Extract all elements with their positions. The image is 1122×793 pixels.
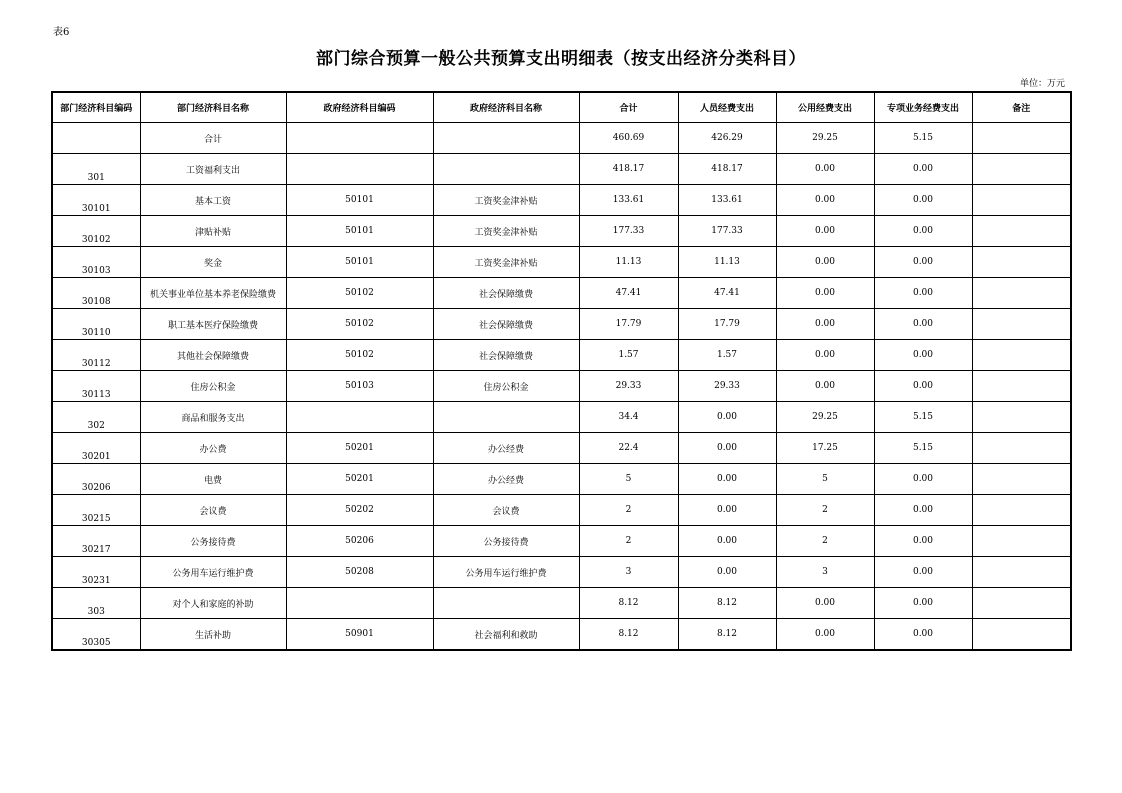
document-title: 部门综合预算一般公共预算支出明细表（按支出经济分类科目）: [316, 49, 806, 69]
personnel-cell: 0.00: [678, 402, 776, 433]
table-row: [52, 278, 1071, 309]
special-cell: 0.00: [874, 340, 972, 371]
special-cell: 5.15: [874, 433, 972, 464]
personnel-cell: 0.00: [678, 433, 776, 464]
dept-name-cell: 电费: [140, 464, 286, 495]
gov-name-cell: 社会保障缴费: [433, 309, 579, 340]
table-row: [52, 402, 1071, 433]
gov-code-cell: [286, 154, 433, 185]
gov-code-header: 政府经济科目编码: [286, 92, 433, 123]
total-cell: 11.13: [579, 247, 678, 278]
remarks-cell: [972, 309, 1071, 340]
table-row: [52, 309, 1071, 340]
table-header-row: [52, 92, 1071, 123]
remarks-cell: [972, 557, 1071, 588]
table-row: [52, 433, 1071, 464]
remarks-header: 备注: [972, 92, 1071, 123]
gov-name-cell: 会议费: [433, 495, 579, 526]
gov-code-cell: 50102: [286, 309, 433, 340]
remarks-cell: [972, 216, 1071, 247]
total-cell: 8.12: [579, 619, 678, 651]
gov-name-cell: 办公经费: [433, 464, 579, 495]
special-cell: 0.00: [874, 526, 972, 557]
remarks-cell: [972, 526, 1071, 557]
remarks-cell: [972, 185, 1071, 216]
table-row: [52, 495, 1071, 526]
personnel-cell: 0.00: [678, 495, 776, 526]
public-cell: 29.25: [776, 123, 874, 154]
gov-code-cell: [286, 402, 433, 433]
public-cell: 29.25: [776, 402, 874, 433]
total-cell: 8.12: [579, 588, 678, 619]
dept-code-cell: 30231: [52, 557, 140, 588]
dept-name-cell: 机关事业单位基本养老保险缴费: [140, 278, 286, 309]
dept-code-cell: 30201: [52, 433, 140, 464]
total-cell: 2: [579, 495, 678, 526]
personnel-cell: 418.17: [678, 154, 776, 185]
special-cell: 0.00: [874, 154, 972, 185]
remarks-cell: [972, 402, 1071, 433]
gov-name-cell: 工资奖金津补贴: [433, 247, 579, 278]
public-cell: 17.25: [776, 433, 874, 464]
special-cell: 0.00: [874, 557, 972, 588]
special-cell: 0.00: [874, 185, 972, 216]
dept-code-header: 部门经济科目编码: [52, 92, 140, 123]
public-cell: 2: [776, 526, 874, 557]
special-header: 专项业务经费支出: [874, 92, 972, 123]
table-row: [52, 216, 1071, 247]
special-cell: 0.00: [874, 247, 972, 278]
public-cell: 0.00: [776, 216, 874, 247]
gov-name-cell: 住房公积金: [433, 371, 579, 402]
special-cell: 0.00: [874, 216, 972, 247]
public-cell: 5: [776, 464, 874, 495]
gov-name-cell: [433, 588, 579, 619]
remarks-cell: [972, 495, 1071, 526]
dept-code-cell: 302: [52, 402, 140, 433]
public-cell: 0.00: [776, 340, 874, 371]
gov-code-cell: 50206: [286, 526, 433, 557]
dept-name-cell: 住房公积金: [140, 371, 286, 402]
total-cell: 34.4: [579, 402, 678, 433]
public-cell: 0.00: [776, 619, 874, 651]
gov-code-cell: 50102: [286, 340, 433, 371]
personnel-header: 人员经费支出: [678, 92, 776, 123]
total-cell: 133.61: [579, 185, 678, 216]
budget-detail-table: [51, 91, 1072, 651]
table-row: [52, 371, 1071, 402]
special-cell: 0.00: [874, 495, 972, 526]
public-cell: 0.00: [776, 247, 874, 278]
gov-code-cell: 50201: [286, 433, 433, 464]
total-cell: 47.41: [579, 278, 678, 309]
total-cell: 1.57: [579, 340, 678, 371]
dept-name-cell: 职工基本医疗保险缴费: [140, 309, 286, 340]
dept-name-cell: 基本工资: [140, 185, 286, 216]
gov-name-cell: 公务接待费: [433, 526, 579, 557]
table-row: [52, 464, 1071, 495]
special-cell: 5.15: [874, 123, 972, 154]
dept-name-cell: 奖金: [140, 247, 286, 278]
dept-name-cell: 办公费: [140, 433, 286, 464]
public-cell: 0.00: [776, 278, 874, 309]
special-cell: 0.00: [874, 619, 972, 651]
dept-code-cell: 30102: [52, 216, 140, 247]
table-row: [52, 619, 1071, 651]
personnel-cell: 0.00: [678, 526, 776, 557]
gov-name-header: 政府经济科目名称: [433, 92, 579, 123]
dept-name-cell: 公务接待费: [140, 526, 286, 557]
special-cell: 0.00: [874, 588, 972, 619]
personnel-cell: 0.00: [678, 557, 776, 588]
gov-code-cell: [286, 588, 433, 619]
total-cell: 418.17: [579, 154, 678, 185]
gov-code-cell: 50202: [286, 495, 433, 526]
special-cell: 0.00: [874, 464, 972, 495]
table-row: [52, 557, 1071, 588]
public-cell: 0.00: [776, 588, 874, 619]
dept-name-cell: 工资福利支出: [140, 154, 286, 185]
dept-code-cell: [52, 123, 140, 154]
special-cell: 5.15: [874, 402, 972, 433]
gov-code-cell: 50208: [286, 557, 433, 588]
table-row: [52, 526, 1071, 557]
total-cell: 2: [579, 526, 678, 557]
total-cell: 22.4: [579, 433, 678, 464]
remarks-cell: [972, 340, 1071, 371]
table-row: [52, 588, 1071, 619]
gov-name-cell: [433, 402, 579, 433]
dept-code-cell: 301: [52, 154, 140, 185]
gov-name-cell: 工资奖金津补贴: [433, 185, 579, 216]
special-cell: 0.00: [874, 371, 972, 402]
remarks-cell: [972, 433, 1071, 464]
table-row: [52, 123, 1071, 154]
table-row: [52, 340, 1071, 371]
dept-code-cell: 303: [52, 588, 140, 619]
special-cell: 0.00: [874, 309, 972, 340]
dept-code-cell: 30217: [52, 526, 140, 557]
table-number: 表6: [53, 27, 70, 38]
remarks-cell: [972, 588, 1071, 619]
remarks-cell: [972, 278, 1071, 309]
dept-name-cell: 其他社会保障缴费: [140, 340, 286, 371]
total-cell: 17.79: [579, 309, 678, 340]
remarks-cell: [972, 464, 1071, 495]
personnel-cell: 133.61: [678, 185, 776, 216]
dept-name-cell: 津贴补贴: [140, 216, 286, 247]
total-cell: 460.69: [579, 123, 678, 154]
gov-code-cell: 50901: [286, 619, 433, 651]
dept-code-cell: 30113: [52, 371, 140, 402]
dept-code-cell: 30101: [52, 185, 140, 216]
dept-code-cell: 30206: [52, 464, 140, 495]
personnel-cell: 426.29: [678, 123, 776, 154]
special-cell: 0.00: [874, 278, 972, 309]
personnel-cell: 177.33: [678, 216, 776, 247]
public-cell: 2: [776, 495, 874, 526]
dept-code-cell: 30110: [52, 309, 140, 340]
table-body: [52, 123, 1071, 651]
gov-code-cell: 50101: [286, 247, 433, 278]
public-cell: 0.00: [776, 185, 874, 216]
dept-name-cell: 合计: [140, 123, 286, 154]
remarks-cell: [972, 371, 1071, 402]
personnel-cell: 0.00: [678, 464, 776, 495]
remarks-cell: [972, 123, 1071, 154]
personnel-cell: 8.12: [678, 619, 776, 651]
gov-name-cell: 公务用车运行维护费: [433, 557, 579, 588]
gov-code-cell: 50103: [286, 371, 433, 402]
gov-name-cell: 社会保障缴费: [433, 278, 579, 309]
personnel-cell: 29.33: [678, 371, 776, 402]
personnel-cell: 11.13: [678, 247, 776, 278]
gov-code-cell: 50102: [286, 278, 433, 309]
gov-name-cell: 工资奖金津补贴: [433, 216, 579, 247]
dept-name-cell: 公务用车运行维护费: [140, 557, 286, 588]
gov-name-cell: 社会福利和救助: [433, 619, 579, 651]
gov-name-cell: 社会保障缴费: [433, 340, 579, 371]
total-cell: 29.33: [579, 371, 678, 402]
gov-name-cell: [433, 154, 579, 185]
total-cell: 3: [579, 557, 678, 588]
public-cell: 3: [776, 557, 874, 588]
total-header: 合计: [579, 92, 678, 123]
dept-name-cell: 对个人和家庭的补助: [140, 588, 286, 619]
public-header: 公用经费支出: [776, 92, 874, 123]
table-row: [52, 154, 1071, 185]
personnel-cell: 8.12: [678, 588, 776, 619]
unit-label: 单位：万元: [1020, 79, 1066, 89]
gov-code-cell: 50201: [286, 464, 433, 495]
gov-name-cell: 办公经费: [433, 433, 579, 464]
dept-code-cell: 30112: [52, 340, 140, 371]
dept-code-cell: 30305: [52, 619, 140, 651]
dept-code-cell: 30215: [52, 495, 140, 526]
dept-code-cell: 30103: [52, 247, 140, 278]
public-cell: 0.00: [776, 371, 874, 402]
personnel-cell: 47.41: [678, 278, 776, 309]
dept-code-cell: 30108: [52, 278, 140, 309]
personnel-cell: 17.79: [678, 309, 776, 340]
gov-name-cell: [433, 123, 579, 154]
table-row: [52, 247, 1071, 278]
dept-name-cell: 商品和服务支出: [140, 402, 286, 433]
remarks-cell: [972, 619, 1071, 651]
total-cell: 5: [579, 464, 678, 495]
public-cell: 0.00: [776, 309, 874, 340]
dept-name-cell: 生活补助: [140, 619, 286, 651]
gov-code-cell: 50101: [286, 216, 433, 247]
total-cell: 177.33: [579, 216, 678, 247]
dept-name-cell: 会议费: [140, 495, 286, 526]
gov-code-cell: 50101: [286, 185, 433, 216]
public-cell: 0.00: [776, 154, 874, 185]
personnel-cell: 1.57: [678, 340, 776, 371]
gov-code-cell: [286, 123, 433, 154]
dept-name-header: 部门经济科目名称: [140, 92, 286, 123]
remarks-cell: [972, 247, 1071, 278]
table-row: [52, 185, 1071, 216]
remarks-cell: [972, 154, 1071, 185]
